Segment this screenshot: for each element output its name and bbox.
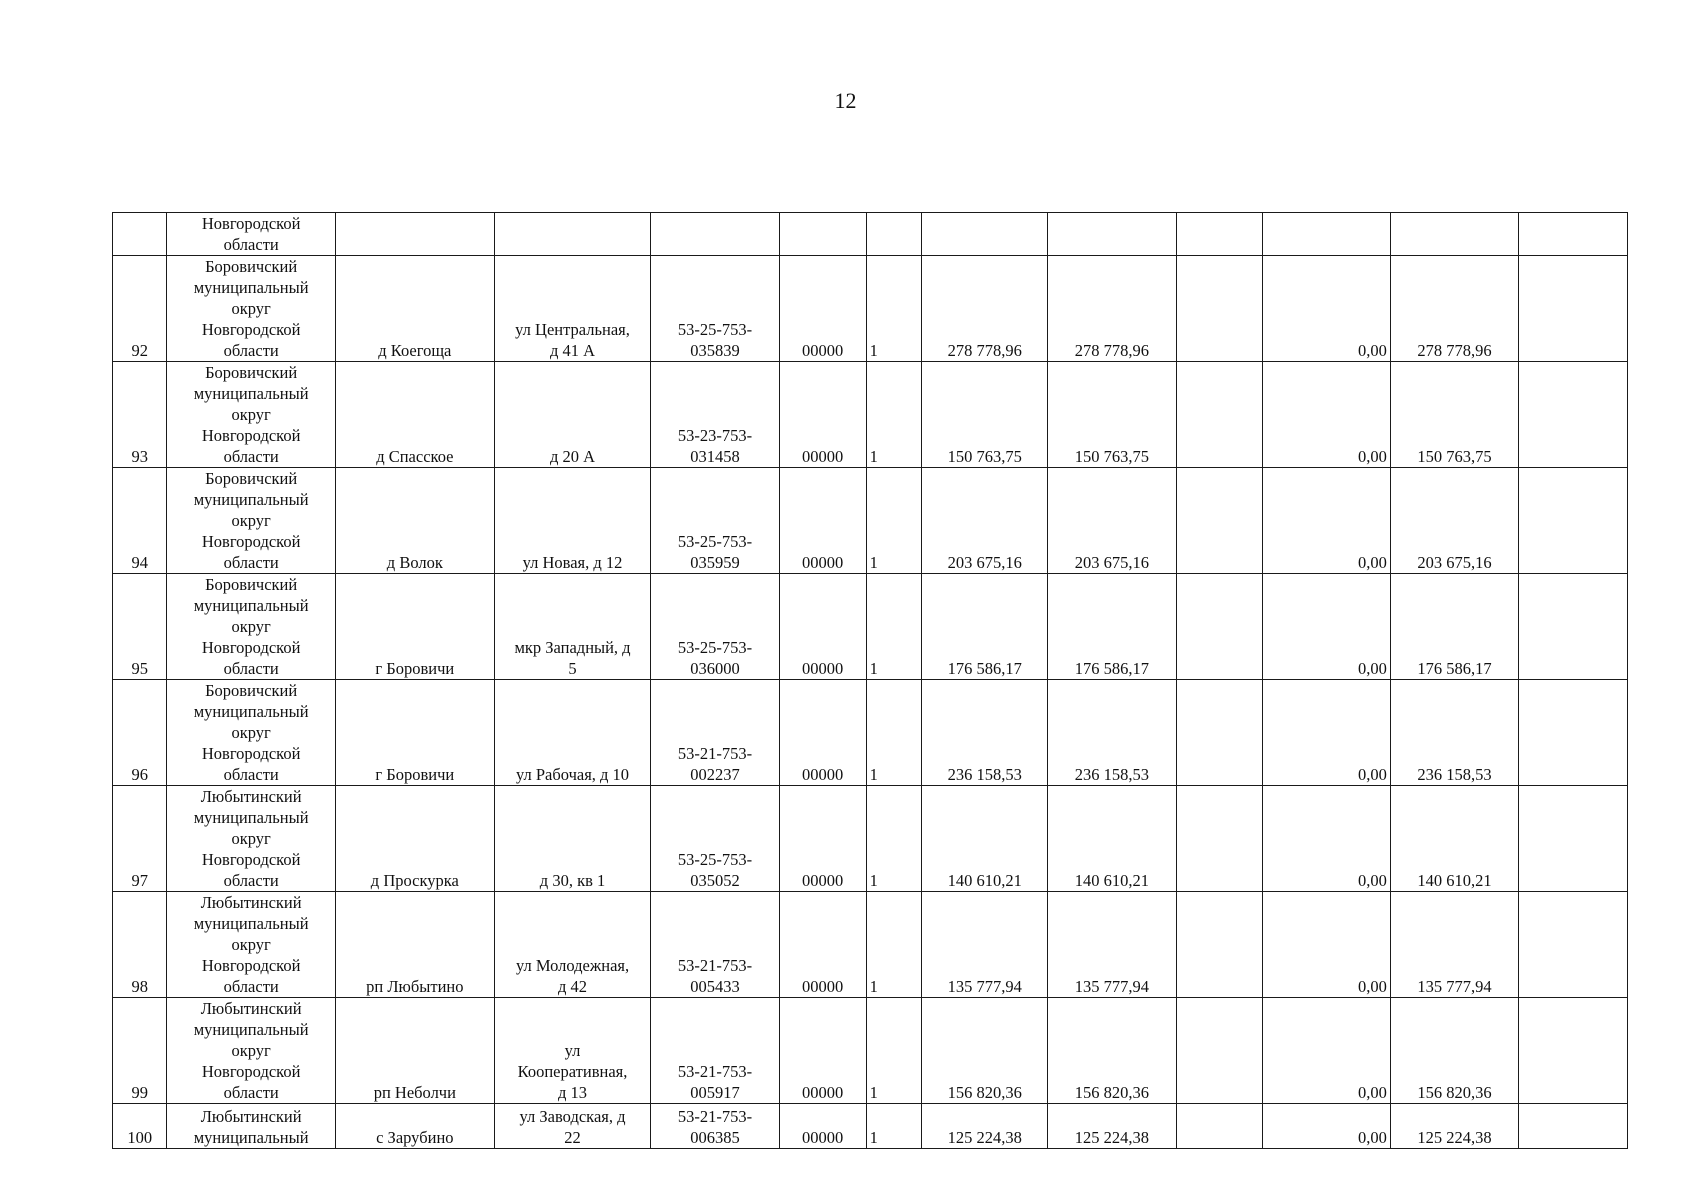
cell-zero-amount: 0,00	[1262, 1104, 1390, 1149]
table-row	[113, 574, 1628, 680]
cell-amount-1: 176 586,17	[922, 574, 1048, 680]
cell-code: 00000	[779, 362, 866, 468]
cell-total: 278 778,96	[1390, 256, 1518, 362]
cell-code: 00000	[779, 998, 866, 1104]
cell-total: 135 777,94	[1390, 892, 1518, 998]
cell-empty	[1262, 213, 1390, 256]
cell-cadastral-number: 53-21-753- 006385	[651, 1104, 779, 1149]
cell-address: ул Новая, д 12	[494, 468, 651, 574]
cell-empty	[866, 213, 921, 256]
cell-cadastral-number: 53-25-753- 036000	[651, 574, 779, 680]
cell-row-number: 92	[113, 256, 167, 362]
cell-quantity: 1	[866, 468, 921, 574]
cell-address: ул Молодежная, д 42	[494, 892, 651, 998]
cell-empty	[335, 213, 494, 256]
cell-empty	[1519, 213, 1628, 256]
cell-address: д 20 А	[494, 362, 651, 468]
cell-amount-2: 150 763,75	[1048, 362, 1176, 468]
cell-empty	[1176, 680, 1262, 786]
cell-empty	[1390, 213, 1518, 256]
cell-cadastral-number: 53-21-753- 005917	[651, 998, 779, 1104]
cell-zero-amount: 0,00	[1262, 468, 1390, 574]
cell-code: 00000	[779, 1104, 866, 1149]
cell-row-number: 95	[113, 574, 167, 680]
cell-row-number: 97	[113, 786, 167, 892]
cell-amount-2: 135 777,94	[1048, 892, 1176, 998]
cell-amount-1: 278 778,96	[922, 256, 1048, 362]
cell-code: 00000	[779, 574, 866, 680]
cell-address: ул Заводская, д 22	[494, 1104, 651, 1149]
cell-cadastral-number: 53-25-753- 035839	[651, 256, 779, 362]
table-row	[113, 786, 1628, 892]
cell-municipality: Любытинский муниципальный округ Новгородской области	[167, 892, 336, 998]
cell-empty	[1176, 362, 1262, 468]
cell-address: ул Кооперативная, д 13	[494, 998, 651, 1104]
cell-empty	[1176, 892, 1262, 998]
cell-code: 00000	[779, 892, 866, 998]
cell-quantity: 1	[866, 680, 921, 786]
cell-empty	[1176, 998, 1262, 1104]
cell-empty	[1048, 213, 1176, 256]
cell-municipality: Любытинский муниципальный округ Новгородской области	[167, 786, 336, 892]
cell-quantity: 1	[866, 256, 921, 362]
table-row	[113, 998, 1628, 1104]
cell-amount-2: 203 675,16	[1048, 468, 1176, 574]
cell-locality: г Боровичи	[335, 574, 494, 680]
cell-total: 156 820,36	[1390, 998, 1518, 1104]
table-row	[113, 680, 1628, 786]
cell-municipality: Боровичский муниципальный округ Новгородской области	[167, 680, 336, 786]
cell-quantity: 1	[866, 362, 921, 468]
cell-empty	[651, 213, 779, 256]
cell-code: 00000	[779, 468, 866, 574]
table-row-continuation	[113, 213, 1628, 256]
cell-row-number: 93	[113, 362, 167, 468]
cell-zero-amount: 0,00	[1262, 256, 1390, 362]
cell-total: 150 763,75	[1390, 362, 1518, 468]
cell-municipality: Боровичский муниципальный округ Новгородской области	[167, 256, 336, 362]
cell-amount-2: 176 586,17	[1048, 574, 1176, 680]
cell-total: 203 675,16	[1390, 468, 1518, 574]
cell-empty	[779, 213, 866, 256]
cell-amount-1: 135 777,94	[922, 892, 1048, 998]
cell-amount-1: 125 224,38	[922, 1104, 1048, 1149]
cell-locality: д Проскурка	[335, 786, 494, 892]
cell-total: 176 586,17	[1390, 574, 1518, 680]
cell-empty	[1519, 680, 1628, 786]
cell-zero-amount: 0,00	[1262, 892, 1390, 998]
cell-amount-2: 278 778,96	[1048, 256, 1176, 362]
cell-address: ул Рабочая, д 10	[494, 680, 651, 786]
cell-municipality: Боровичский муниципальный округ Новгородской области	[167, 574, 336, 680]
cell-empty	[1176, 574, 1262, 680]
cell-quantity: 1	[866, 574, 921, 680]
cell-amount-1: 156 820,36	[922, 998, 1048, 1104]
cell-zero-amount: 0,00	[1262, 680, 1390, 786]
cell-total: 236 158,53	[1390, 680, 1518, 786]
cell-amount-2: 236 158,53	[1048, 680, 1176, 786]
cell-row-number: 100	[113, 1104, 167, 1149]
cell-empty	[1519, 574, 1628, 680]
cell-total: 125 224,38	[1390, 1104, 1518, 1149]
register-table	[112, 212, 1628, 1149]
cell-locality: д Волок	[335, 468, 494, 574]
cell-address: д 30, кв 1	[494, 786, 651, 892]
cell-zero-amount: 0,00	[1262, 362, 1390, 468]
table-row	[113, 362, 1628, 468]
cell-cadastral-number: 53-25-753- 035959	[651, 468, 779, 574]
page-number: 12	[834, 88, 857, 113]
cell-zero-amount: 0,00	[1262, 998, 1390, 1104]
cell-quantity: 1	[866, 1104, 921, 1149]
cell-empty	[1176, 213, 1262, 256]
cell-total: 140 610,21	[1390, 786, 1518, 892]
cell-code: 00000	[779, 680, 866, 786]
cell-cadastral-number: 53-25-753- 035052	[651, 786, 779, 892]
cell-empty	[1519, 786, 1628, 892]
cell-cadastral-number: 53-23-753- 031458	[651, 362, 779, 468]
cell-cadastral-number: 53-21-753- 005433	[651, 892, 779, 998]
table-row	[113, 468, 1628, 574]
cell-row-number: 96	[113, 680, 167, 786]
cell-empty	[1176, 786, 1262, 892]
cell-empty	[1519, 1104, 1628, 1149]
cell-code: 00000	[779, 786, 866, 892]
cell-empty	[1519, 998, 1628, 1104]
cell-row-number: 94	[113, 468, 167, 574]
cell-municipality: Боровичский муниципальный округ Новгородской области	[167, 468, 336, 574]
cell-empty	[922, 213, 1048, 256]
cell-municipality: Любытинский муниципальный	[167, 1104, 336, 1149]
cell-municipality: Любытинский муниципальный округ Новгородской области	[167, 998, 336, 1104]
cell-address: ул Центральная, д 41 А	[494, 256, 651, 362]
cell-locality: г Боровичи	[335, 680, 494, 786]
cell-code: 00000	[779, 256, 866, 362]
cell-empty	[1176, 1104, 1262, 1149]
cell-empty	[1519, 362, 1628, 468]
table-row	[113, 892, 1628, 998]
cell-empty	[1519, 468, 1628, 574]
cell-row-number: 98	[113, 892, 167, 998]
cell-empty	[494, 213, 651, 256]
cell-amount-1: 236 158,53	[922, 680, 1048, 786]
cell-quantity: 1	[866, 998, 921, 1104]
cell-municipality: Новгородской области	[167, 213, 336, 256]
cell-locality: с Зарубино	[335, 1104, 494, 1149]
cell-locality: д Спасское	[335, 362, 494, 468]
cell-row-number: 99	[113, 998, 167, 1104]
cell-amount-2: 140 610,21	[1048, 786, 1176, 892]
cell-empty	[113, 213, 167, 256]
cell-empty	[1519, 892, 1628, 998]
cell-zero-amount: 0,00	[1262, 786, 1390, 892]
cell-quantity: 1	[866, 892, 921, 998]
cell-amount-1: 150 763,75	[922, 362, 1048, 468]
table-row	[113, 256, 1628, 362]
cell-amount-2: 125 224,38	[1048, 1104, 1176, 1149]
cell-locality: д Коегоща	[335, 256, 494, 362]
cell-quantity: 1	[866, 786, 921, 892]
cell-locality: рп Неболчи	[335, 998, 494, 1104]
cell-locality: рп Любытино	[335, 892, 494, 998]
cell-municipality: Боровичский муниципальный округ Новгородской области	[167, 362, 336, 468]
cell-empty	[1176, 468, 1262, 574]
cell-empty	[1519, 256, 1628, 362]
table-row	[113, 1104, 1628, 1149]
cell-amount-1: 203 675,16	[922, 468, 1048, 574]
cell-address: мкр Западный, д 5	[494, 574, 651, 680]
cell-amount-1: 140 610,21	[922, 786, 1048, 892]
cell-amount-2: 156 820,36	[1048, 998, 1176, 1104]
cell-cadastral-number: 53-21-753- 002237	[651, 680, 779, 786]
cell-empty	[1176, 256, 1262, 362]
cell-zero-amount: 0,00	[1262, 574, 1390, 680]
